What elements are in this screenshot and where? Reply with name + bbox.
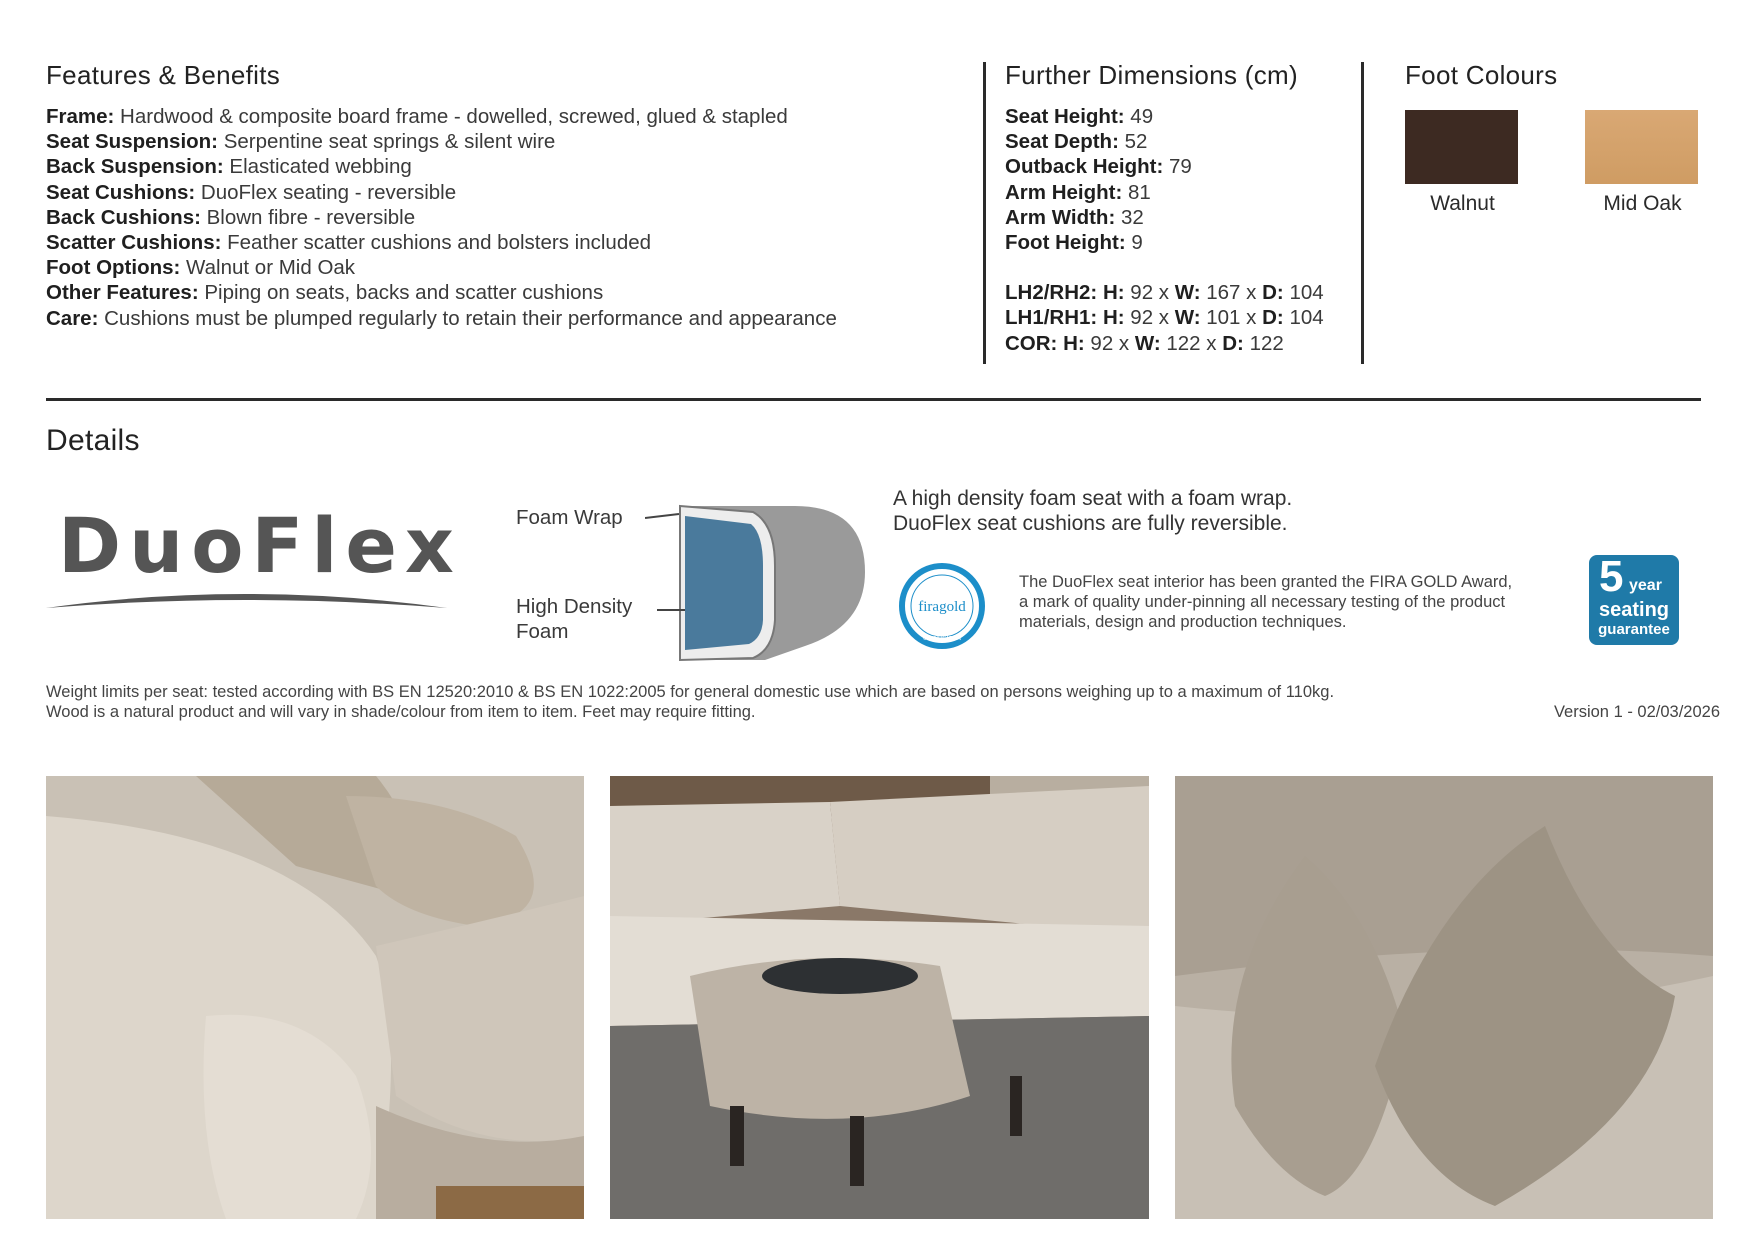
unit-dimensions: LH2/RH2: H: 92 x W: 167 x D: 104 — [1005, 281, 1324, 305]
dimension-item: Seat Height: 49 — [1005, 105, 1154, 128]
features-title: Features & Benefits — [46, 60, 281, 90]
guarantee-word: guarantee — [1598, 621, 1670, 638]
walnut-label: Walnut — [1430, 192, 1495, 215]
foot-colours-title: Foot Colours — [1405, 60, 1558, 90]
unit-dimensions: COR: H: 92 x W: 122 x D: 122 — [1005, 331, 1284, 355]
feature-item: Frame: Hardwood & composite board frame - dowelled, screwed, glued & stapled — [46, 105, 788, 128]
fira-gold-badge — [898, 562, 986, 650]
dimension-item: Seat Depth: 52 — [1005, 130, 1148, 154]
column-divider — [1361, 62, 1364, 364]
walnut-swatch — [1405, 110, 1518, 184]
section-divider — [46, 398, 1701, 401]
feature-item: Foot Options: Walnut or Mid Oak — [46, 256, 356, 280]
foam-wrap-label: Foam Wrap — [516, 506, 623, 529]
wood-note: Wood is a natural product and will vary in shade/colour from item to item. Feet may require fitting. — [46, 703, 756, 721]
unit-dimensions: LH1/RH1: H: 92 x W: 101 x D: 104 — [1005, 306, 1324, 330]
dimension-item: Arm Height: 81 — [1005, 180, 1151, 204]
fira-logo-text: firagold — [918, 599, 966, 615]
guarantee-year: year — [1629, 577, 1662, 594]
dimension-item: Arm Width: 32 — [1005, 205, 1144, 229]
guarantee-seating: seating — [1598, 599, 1670, 621]
feature-item: Seat Cushions: DuoFlex seating - reversible — [46, 180, 457, 204]
duoflex-logo-text: DuoFlex — [58, 501, 462, 590]
guarantee-number: 5 — [1599, 552, 1624, 601]
mid-oak-swatch — [1585, 110, 1698, 184]
feature-item: Other Features: Piping on seats, backs and scatter cushions — [46, 281, 604, 305]
details-title: Details — [46, 424, 140, 457]
foam-cushion-diagram — [645, 502, 870, 662]
high-density-label: High Density Foam — [516, 595, 633, 643]
feature-item: Care: Cushions must be plumped regularly to retain their performance and appearance — [46, 306, 837, 330]
feature-item: Back Cushions: Blown fibre - reversible — [46, 205, 416, 229]
weight-note: Weight limits per seat: tested according with BS EN 12520:2010 & BS EN 1022:2005 for general domestic use which are based on persons weighing up to a maximum of 110kg. — [46, 683, 1335, 701]
five-year-guarantee-badge — [1589, 552, 1679, 645]
fira-award-text: The DuoFlex seat interior has been granted the FIRA GOLD Award, a mark of quality under-pinning all necessary testing of the product materials, design and production techniques. — [1019, 573, 1513, 631]
feature-item: Seat Suspension: Serpentine seat springs & silent wire — [46, 130, 556, 154]
mid-oak-label: Mid Oak — [1603, 192, 1682, 215]
column-divider — [983, 62, 986, 364]
dimension-item: Outback Height: 79 — [1005, 155, 1192, 179]
version-label: Version 1 - 02/03/2026 — [1553, 703, 1720, 721]
dimension-item: Foot Height: 9 — [1005, 231, 1143, 255]
fira-ring-text: CERTIFICATION — [923, 636, 961, 642]
corner-sofa-footstool-photo — [610, 776, 1149, 1219]
scatter-cushions-photo — [1175, 776, 1713, 1219]
feature-item: Scatter Cushions: Feather scatter cushions and bolsters included — [46, 231, 652, 255]
duoflex-logo-swoosh — [44, 586, 449, 612]
duoflex-description: A high density foam seat with a foam wrap. DuoFlex seat cushions are fully reversible. — [893, 487, 1293, 535]
features-list — [46, 104, 837, 331]
feature-item: Back Suspension: Elasticated webbing — [46, 155, 412, 179]
dimensions-list — [1005, 104, 1324, 356]
dimensions-title: Further Dimensions (cm) — [1005, 60, 1298, 90]
sofa-arm-photo — [46, 776, 584, 1219]
